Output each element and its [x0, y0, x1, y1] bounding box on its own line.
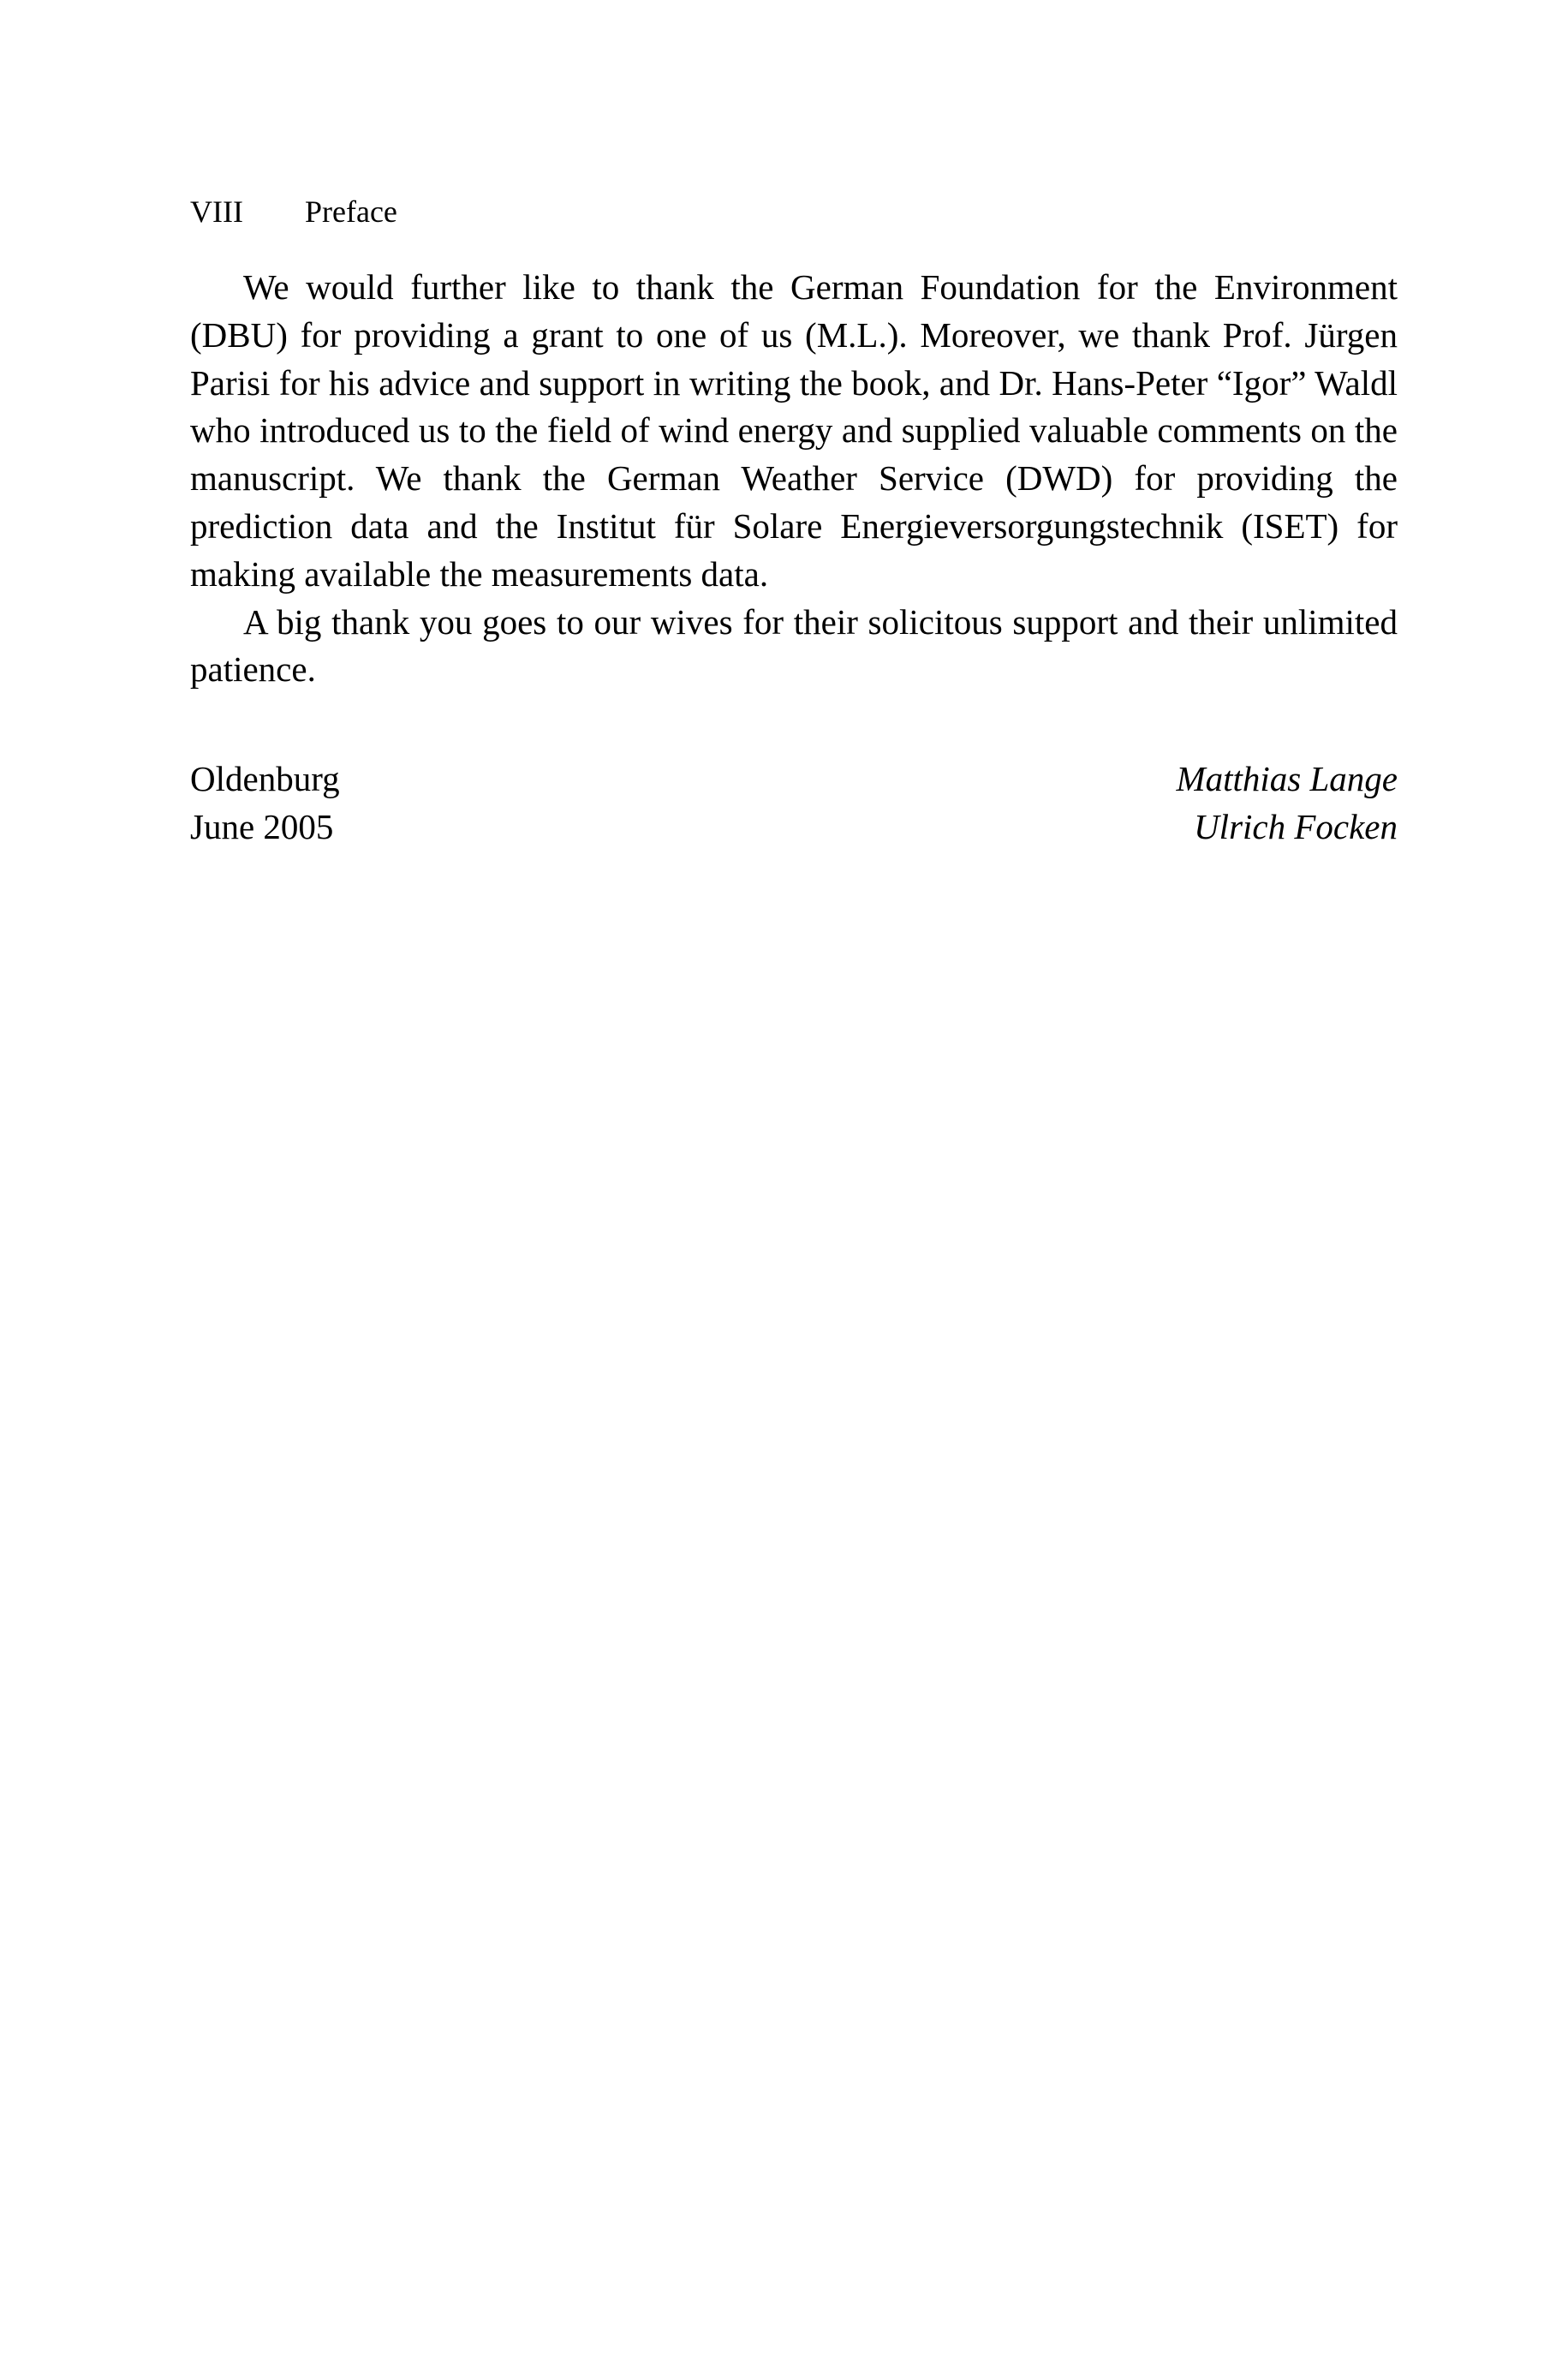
paragraph-acknowledgements: We would further like to thank the German Foundation for the Environment (DBU) for providing a grant to one of us (M.L.). Moreover, we thank Prof. Jürgen Parisi for his advice and support in writing the book, and Dr. Hans-Peter “Igor” Waldl who introduced us to the field of wind energy and supplied valuable comments on the manuscript. We thank the German Weather Service (DWD) for providing the prediction data and the Institut für Solare Energieversorgungstechnik (ISET) for making available the measurements data. [190, 267, 1398, 594]
place: Oldenburg [190, 759, 340, 798]
preface-body [190, 264, 1398, 694]
author-name: Ulrich Focken [1194, 806, 1398, 846]
paragraph-thanks-wives: A big thank you goes to our wives for their solicitous support and their unlimited patience. [190, 601, 1398, 690]
signature-block [190, 756, 1398, 851]
author-name: Matthias Lange [1176, 759, 1398, 798]
running-head [190, 193, 397, 230]
authors [1176, 756, 1398, 851]
place-date [190, 756, 340, 851]
section-title: Preface [305, 194, 397, 229]
date: June 2005 [190, 806, 334, 846]
page-number: VIII [190, 194, 243, 229]
